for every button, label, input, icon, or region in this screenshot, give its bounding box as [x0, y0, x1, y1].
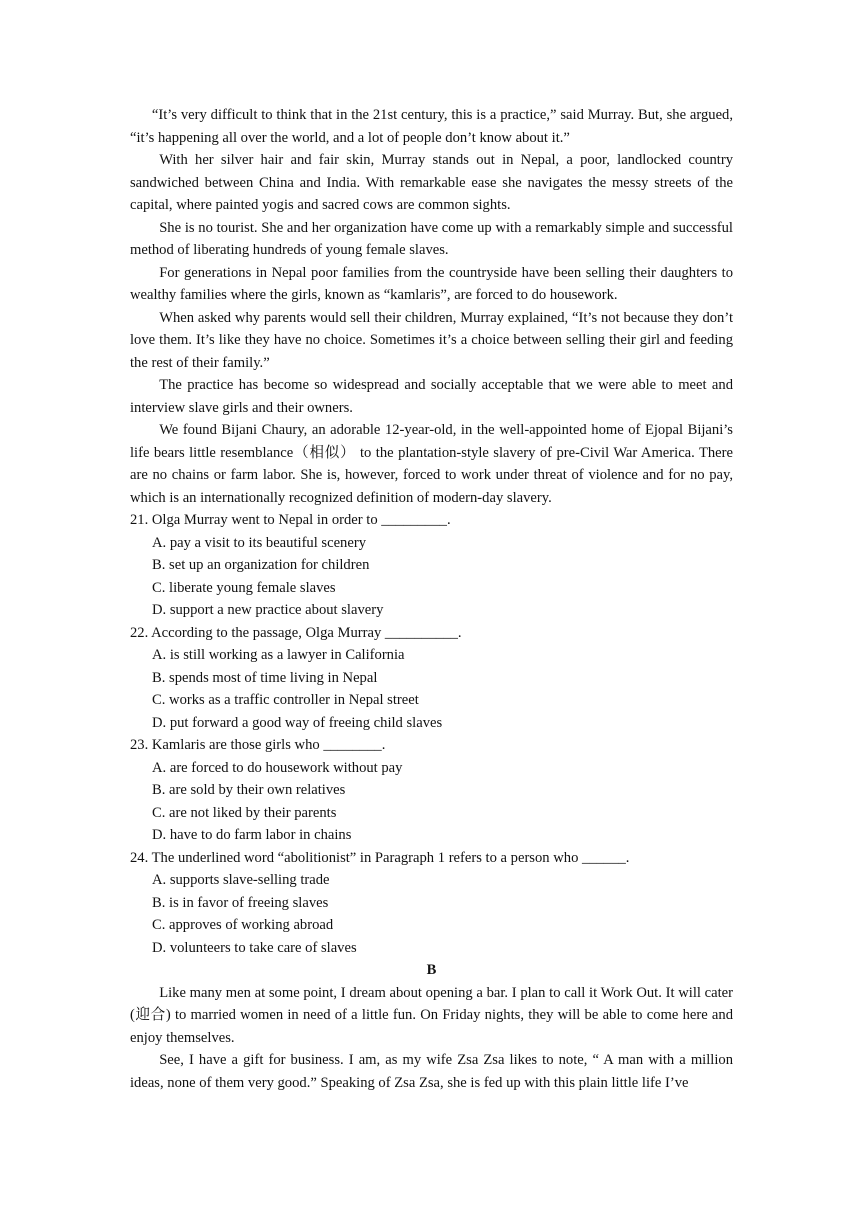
answer-option: B. spends most of time living in Nepal	[152, 669, 378, 686]
question-stem: 24. The underlined word “abolitionist” in Paragraph 1 refers to a person who ______.	[130, 849, 630, 866]
answer-option: D. volunteers to take care of slaves	[152, 939, 357, 956]
passage-paragraph: See, I have a gift for business. I am, as my wife Zsa Zsa likes to note, “ A man with a million ideas, none of them very good.” Speaking of Zsa Zsa, she is fed up with this plain little life I’ve	[130, 1052, 733, 1091]
answer-option: A. pay a visit to its beautiful scenery	[152, 534, 366, 551]
answer-option: B. is in favor of freeing slaves	[152, 894, 329, 911]
question-24	[130, 847, 733, 960]
passage-paragraph: She is no tourist. She and her organization have come up with a remarkably simple and successful method of liberating hundreds of young female slaves.	[130, 219, 733, 258]
passage-paragraph: The practice has become so widespread and socially acceptable that we were able to meet and interview slave girls and their owners.	[130, 377, 733, 416]
answer-option: D. put forward a good way of freeing child slaves	[152, 714, 443, 731]
question-23	[130, 734, 733, 847]
question-22	[130, 622, 733, 735]
answer-option: D. support a new practice about slavery	[152, 602, 384, 618]
document-body	[130, 104, 733, 1094]
section-heading: B	[426, 962, 437, 978]
answer-option: D. have to do farm labor in chains	[152, 827, 352, 843]
answer-option: C. are not liked by their parents	[152, 804, 337, 821]
passage-b	[130, 982, 733, 1095]
answer-option: B. set up an organization for children	[152, 557, 370, 573]
answer-option: A. are forced to do housework without pay	[152, 759, 403, 776]
passage-paragraph: With her silver hair and fair skin, Murray stands out in Nepal, a poor, landlocked country sandwiched between China and India. With remarkable ease she navigates the messy streets of the capital, where painted yogis and sacred cows are common sights.	[130, 152, 733, 213]
answer-option: C. liberate young female slaves	[152, 579, 336, 596]
passage-paragraph: We found Bijani Chaury, an adorable 12-year-old, in the well-appointed home of Ejopal Bijani’s life bears little resemblance（相似） to the plantation-style slavery of pre-Civil War America. There are no chains or farm labor. She is, however, forced to work under threat of violence and for no pay, which is an internationally recognized definition of modern-day slavery.	[130, 422, 733, 506]
question-stem: 23. Kamlaris are those girls who ________.	[130, 737, 386, 753]
passage-paragraph: “It’s very difficult to think that in the 21st century, this is a practice,” said Murray. But, she argued, “it’s happening all over the world, and a lot of people don’t know about it.”	[130, 107, 733, 146]
question-stem: 22. According to the passage, Olga Murray __________.	[130, 624, 462, 641]
answer-option: C. approves of working abroad	[152, 917, 334, 933]
answer-option: C. works as a traffic controller in Nepal street	[152, 692, 419, 708]
passage-paragraph: For generations in Nepal poor families from the countryside have been selling their daughters to wealthy families where the girls, known as “kamlaris”, are forced to do housework.	[130, 264, 733, 303]
question-stem: 21. Olga Murray went to Nepal in order to _________.	[130, 512, 451, 528]
passage-paragraph: Like many men at some point, I dream about opening a bar. I plan to call it Work Out. It will cater (迎合) to married women in need of a little fun. On Friday nights, they will be able to come here and enjoy themselves.	[130, 984, 733, 1046]
passage-a	[130, 104, 733, 509]
question-21	[130, 509, 733, 622]
answer-option: A. is still working as a lawyer in California	[152, 647, 405, 663]
passage-paragraph: When asked why parents would sell their children, Murray explained, “It’s not because they don’t love them. It’s like they have no choice. Sometimes it’s a choice between selling their girl and feeding the rest of their family.”	[130, 309, 733, 371]
answer-option: A. supports slave-selling trade	[152, 872, 330, 888]
answer-option: B. are sold by their own relatives	[152, 782, 346, 798]
